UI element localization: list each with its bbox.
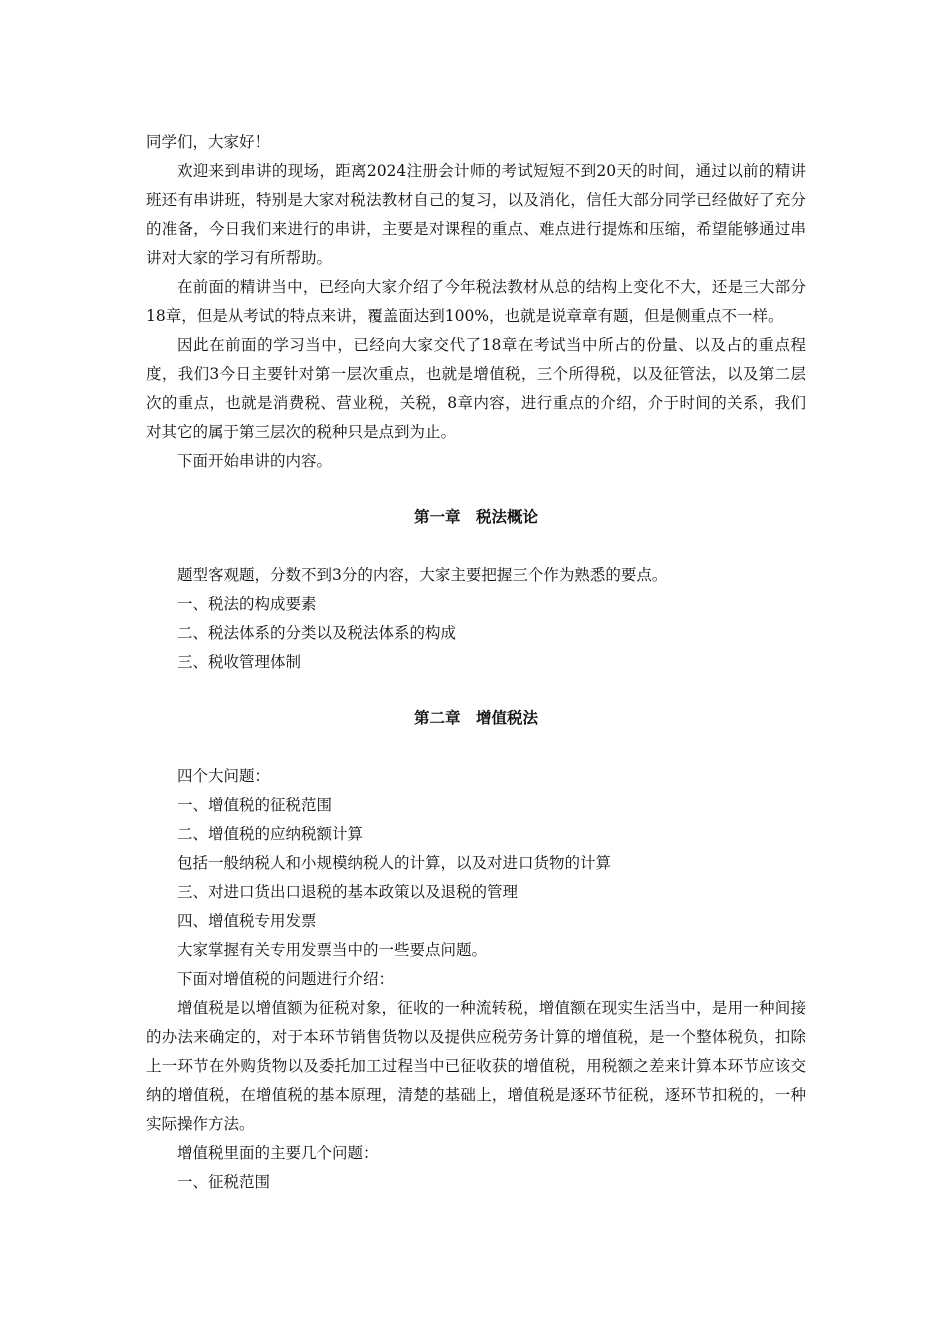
chapter-2-line: 三、对进口货出口退税的基本政策以及退税的管理 [177, 883, 519, 901]
chapter-1-title: 第一章 税法概论 [413, 508, 538, 526]
chapter-1-intro: 题型客观题，分数不到3分的内容，大家主要把握三个作为熟悉的要点。 [177, 566, 668, 584]
chapter-1-item: 二、税法体系的分类以及税法体系的构成 [177, 624, 457, 642]
chapter-2-closing-line: 一、征税范围 [177, 1173, 271, 1191]
chapter-2-paragraph: 增值税是以增值额为征税对象，征收的一种流转税，增值额在现实生活当中，是用一种间接的办法来确定的，对于本环节销售货物以及提供应税劳务计算的增值税，是一个整体税负，扣除上一环节在外购货物以及委托加工过程当中已征收获的增值税，用税额之差来计算本环节应该交纳的增值税，在增值税的基本原理，清楚的基础上，增值税是逐环节征税，逐环节扣税的，一种实际操作方法。 [146, 999, 806, 1133]
chapter-2-line: 下面对增值税的问题进行介绍： [177, 970, 395, 988]
chapter-2-title: 第二章 增值税法 [413, 709, 538, 727]
intro-paragraph-4: 下面开始串讲的内容。 [177, 452, 333, 470]
chapter-1-item: 一、税法的构成要素 [177, 595, 317, 613]
chapter-2-closing-line: 增值税里面的主要几个问题： [177, 1144, 379, 1162]
intro-paragraph-1: 欢迎来到串讲的现场，距离2024注册会计师的考试短短不到20天的时间，通过以前的精讲班还有串讲班，特别是大家对税法教材自己的复习，以及消化，信任大部分同学已经做好了充分的准备，今日我们来进行的串讲，主要是对课程的重点、难点进行提炼和压缩，希望能够通过串讲对大家的学习有所帮助。 [146, 162, 806, 267]
chapter-2-line: 二、增值税的应纳税额计算 [177, 825, 364, 843]
chapter-2-line: 包括一般纳税人和小规模纳税人的计算，以及对进口货物的计算 [177, 854, 612, 872]
chapter-2-line: 四、增值税专用发票 [177, 912, 317, 930]
intro-paragraph-2: 在前面的精讲当中，已经向大家介绍了今年税法教材从总的结构上变化不大，还是三大部分18章，但是从考试的特点来讲，覆盖面达到100%，也就是说章章有题，但是侧重点不一样。 [146, 278, 806, 325]
chapter-2-line: 大家掌握有关专用发票当中的一些要点问题。 [177, 941, 488, 959]
greeting: 同学们，大家好！ [146, 133, 271, 151]
chapter-2-line: 一、增值税的征税范围 [177, 796, 333, 814]
chapter-1-item: 三、税收管理体制 [177, 653, 302, 671]
chapter-2-line: 四个大问题： [177, 767, 271, 785]
intro-paragraph-3: 因此在前面的学习当中，已经向大家交代了18章在考试当中所占的份量、以及占的重点程度，我们3今日主要针对第一层次重点，也就是增值税，三个所得税，以及征管法，以及第二层次的重点，也就是消费税、营业税，关税，8章内容，进行重点的介绍，介于时间的关系，我们对其它的属于第三层次的税种只是点到为止。 [146, 336, 806, 441]
document-page [146, 128, 806, 1197]
